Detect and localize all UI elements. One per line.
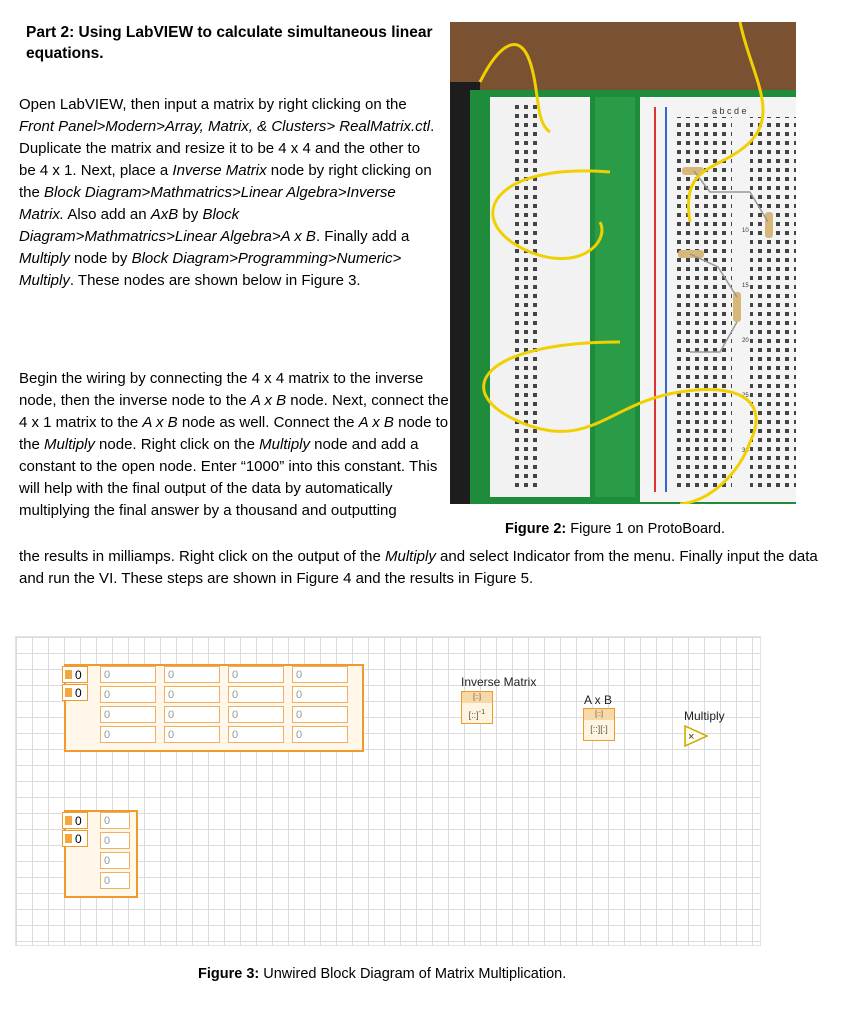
svg-text:×: × (688, 731, 695, 743)
svg-text:10: 10 (742, 228, 749, 234)
multiply-icon (684, 725, 708, 747)
svg-text:30: 30 (742, 448, 749, 454)
text-run: A x B (250, 392, 287, 409)
instructions-paragraph-2 (19, 368, 449, 522)
text-run: A x B (358, 414, 394, 431)
figure-3-caption: Figure 3: Unwired Block Diagram of Matrix Multiplication. (198, 966, 567, 982)
board-letters: a b c d e (712, 106, 747, 116)
multiply-node[interactable] (684, 725, 708, 747)
text-run: . Duplicate the matrix and resize it to be 4 x 4 and the other to be 4 x 1. Next, place a (19, 118, 435, 179)
text-run: Also add an (64, 206, 151, 223)
text-run: Open LabVIEW, then input a matrix by right clicking on the (19, 96, 407, 113)
protoboard-photo (450, 22, 796, 504)
section-heading: Part 2: Using LabVIEW to calculate simultaneous linear equations. (26, 24, 433, 62)
axb-label: A x B (584, 693, 613, 707)
text-run: the results in milliamps. Right click on the output of the (19, 548, 386, 565)
text-run: Multiply (44, 436, 95, 453)
instructions-paragraph-3 (19, 546, 819, 590)
text-run: Block Diagram>Mathmatrics>Linear Algebra>A x B (19, 206, 316, 245)
text-run: node to the (19, 414, 449, 453)
row-index[interactable]: 0 (62, 812, 88, 829)
text-run: node. Right click on the (94, 436, 260, 453)
svg-text:15: 15 (742, 283, 749, 289)
text-run: Multiply (385, 548, 436, 565)
multiply-label: Multiply (684, 709, 725, 723)
instructions-paragraph-1 (19, 94, 439, 292)
text-run: . Finally add a (315, 228, 410, 245)
text-run: Multiply (19, 250, 70, 267)
text-run: node as well. Connect the (177, 414, 359, 431)
matrix-icon: [::] (584, 709, 614, 720)
inverse-exponent: -1 (478, 707, 486, 716)
text-run: . These nodes are shown below in Figure 3. (69, 272, 361, 289)
svg-text:25: 25 (742, 393, 749, 399)
text-run: node. Next, connect the 4 x 1 matrix to the (19, 392, 449, 431)
text-run: node by right clicking on the (19, 162, 432, 201)
text-run: Block Diagram>Programming>Numeric> Multiply (19, 250, 402, 289)
text-run: A x B (142, 414, 178, 431)
inverse-matrix-node[interactable]: [::] [::]$^{-1}$ (461, 691, 493, 724)
matrix-4x1: 0 0 0 0 0 0 (64, 810, 138, 898)
column-index[interactable]: 0 (62, 684, 88, 701)
text-run: node and add a constant to the open node. Enter “1000” into this constant. This will help with the final output of the data by automatically multiplying the final answer by a thousand and outputting (19, 436, 438, 519)
axb-node[interactable]: [::] [::][:] (583, 708, 615, 741)
inverse-matrix-label: Inverse Matrix (461, 675, 537, 689)
text-run: by (178, 206, 203, 223)
text-run: Inverse Matrix (172, 162, 267, 179)
matrix-4x4: 0 0 0 0 0 0 0 0 0 0 0 0 0 0 0 0 0 0 (64, 664, 364, 752)
row-index[interactable]: 0 (62, 666, 88, 683)
matrix-icon: [::] (462, 692, 492, 703)
block-diagram (15, 636, 761, 946)
text-run: AxB (150, 206, 179, 223)
text-run: Front Panel>Modern>Array, Matrix, & Clusters> RealMatrix.ctl (19, 118, 431, 135)
text-run: and select Indicator from the menu. Finally input the data and run the VI. These steps are shown in Figure 4 and the results in Figure 5. (19, 548, 818, 587)
text-run: Block Diagram>Mathmatrics>Linear Algebra>Inverse Matrix. (19, 184, 396, 223)
svg-text:20: 20 (742, 338, 749, 344)
text-run: Begin the wiring by connecting the 4 x 4 matrix to the inverse node, then the inverse node to the (19, 370, 424, 409)
column-index[interactable]: 0 (62, 830, 88, 847)
figure-2-caption: Figure 2: Figure 1 on ProtoBoard. (505, 521, 726, 537)
text-run: node by (69, 250, 132, 267)
text-run: Multiply (259, 436, 311, 453)
